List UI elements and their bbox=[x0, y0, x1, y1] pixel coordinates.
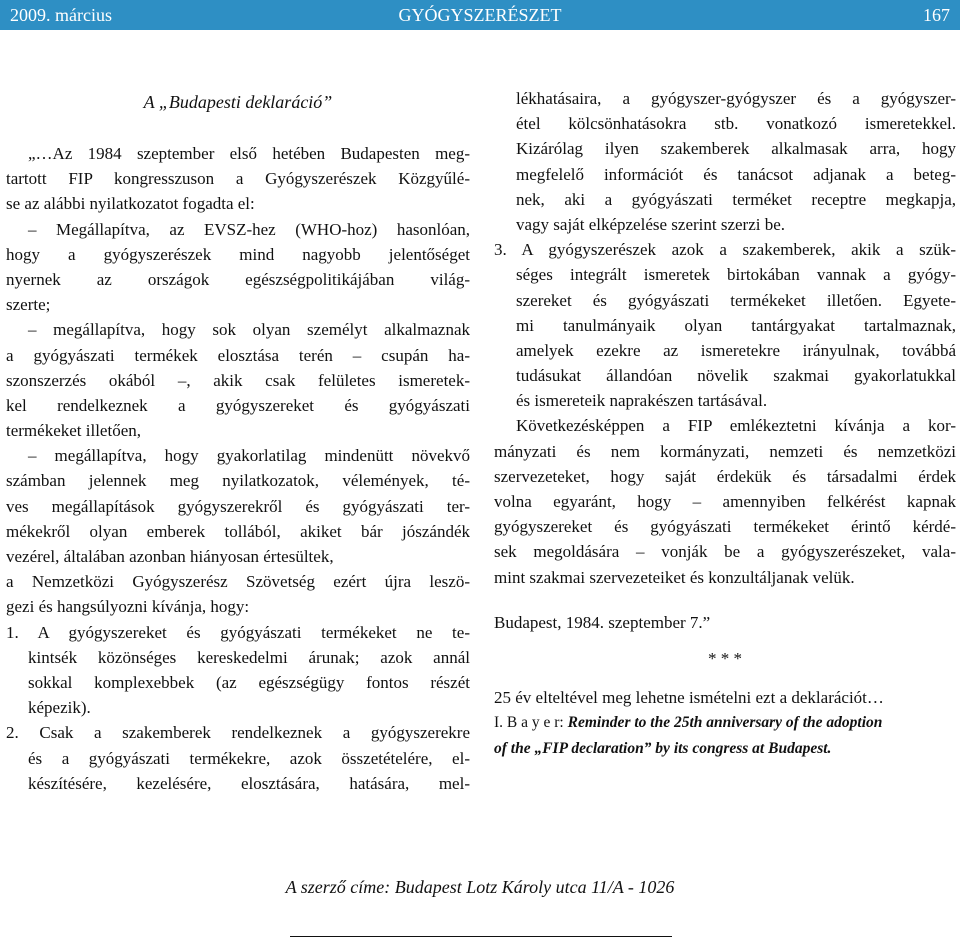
text-line: sokkal komplexebbek (az egészségügy fontos részét bbox=[28, 672, 470, 692]
text-line: mékekről olyan emberek tollából, akiket bár jószándék bbox=[6, 521, 470, 541]
text-line: nyernek az országok egészségpolitikájában világ- bbox=[6, 269, 470, 289]
text-line: sek megoldására – vonják be a gyógyszerészeket, vala- bbox=[494, 542, 956, 562]
article-title: A „Budapesti deklaráció” bbox=[143, 92, 333, 112]
afterword: 25 év elteltével meg lehetne ismételni ezt a deklarációt… bbox=[494, 688, 884, 708]
text-line: és ismereteik naprakészen tartásával. bbox=[516, 391, 768, 411]
text-line: készítésére, kezelésére, elosztására, hatására, mel- bbox=[28, 773, 470, 793]
text-line: kel rendelkeznek a gyógyszereket és gyógyászati bbox=[6, 395, 470, 415]
text-line: vezérel, általában azonban hiányosan értesültek, bbox=[6, 547, 334, 566]
text-line: mint szakmai szervezeteiket és konzultáljanak velük. bbox=[494, 567, 855, 587]
text-line: mányzati és nem kormányzati, nemzeti és nemzetközi bbox=[494, 441, 956, 461]
reference-title-2: of the „FIP declaration” by its congress at Budapest. bbox=[494, 739, 832, 757]
text-line: képezik). bbox=[28, 698, 91, 718]
text-line: ves megállapítások gyógyszerekről és gyógyászati ter- bbox=[6, 496, 470, 516]
reference-author: I. B a y e r: bbox=[494, 714, 564, 732]
text-line: étel kölcsönhatásokra stb. vonatkozó ismeretekkel. bbox=[516, 114, 956, 134]
text-line: – Megállapítva, az EVSZ-hez (WHO-hoz) hasonlóan, bbox=[28, 219, 470, 239]
text-line: számban jelennek meg nyilatkozatok, vélemények, té- bbox=[6, 471, 470, 491]
text-line: vagy saját elképzelése szerint szerzi be. bbox=[516, 214, 786, 234]
text-line: volna egyaránt, hogy – amennyiben felkérést kapnak bbox=[494, 492, 956, 511]
author-address: A szerző címe: Budapest Lotz Károly utca 11/A - 1026 bbox=[285, 877, 675, 897]
text-line: – megállapítva, hogy gyakorlatilag mindenütt növekvő bbox=[28, 446, 470, 466]
text-line: szonszerzés okából –, akik csak felületes ismeretek- bbox=[6, 370, 470, 390]
text-line: 3. A gyógyszerészek azok a szakemberek, akik a szük- bbox=[494, 240, 956, 260]
text-line: – megállapítva, hogy sok olyan személyt alkalmaznak bbox=[28, 320, 470, 340]
text-line: nek, aki a gyógyászati terméket receptre megkapja, bbox=[516, 189, 956, 209]
right-column-text bbox=[494, 86, 956, 590]
footer-rule bbox=[290, 936, 672, 937]
text-line: tartott FIP kongresszuson a Gyógyszerészek Közgyűlé- bbox=[6, 169, 470, 189]
text-line: mi tanulmányaik olyan tantárgyakat tartalmaznak, bbox=[516, 315, 956, 335]
text-line: „…Az 1984 szeptember első hetében Budapesten meg- bbox=[28, 144, 470, 163]
text-line: termékeket illetően, bbox=[6, 421, 141, 441]
section-separator: * * * bbox=[708, 648, 742, 668]
issue-date: 2009. március bbox=[10, 5, 112, 25]
text-line: a Nemzetközi Gyógyszerész Szövetség ezért újra leszö- bbox=[6, 572, 470, 592]
text-line: megfelelő információt és tanácsot adjanak a beteg- bbox=[516, 164, 956, 184]
text-line: Következésképpen a FIP emlékeztetni kívánja a kor- bbox=[516, 416, 956, 436]
text-line: és a gyógyászati termékekre, azok összetételére, el- bbox=[28, 748, 470, 768]
text-line: szervezeteket, hogy saját érdekük és társadalmi érdek bbox=[494, 466, 956, 486]
text-line: a gyógyászati termékek elosztása terén – csupán ha- bbox=[6, 345, 470, 365]
reference-cont bbox=[494, 736, 956, 761]
right-column bbox=[494, 86, 956, 761]
text-line: szereket és gyógyászati termékeket illetően. Egyete- bbox=[516, 290, 956, 310]
page-header bbox=[0, 0, 960, 30]
left-column bbox=[6, 141, 470, 796]
text-line: se az alábbi nyilatkozatot fogadta el: bbox=[6, 194, 255, 214]
reference bbox=[494, 710, 956, 735]
text-line: tudásukat állandóan növelik szakmai gyakorlatukkal bbox=[516, 366, 956, 386]
signoff: Budapest, 1984. szeptember 7.” bbox=[494, 612, 711, 632]
text-line: Kizárólag ilyen szakemberek alkalmasak arra, hogy bbox=[516, 139, 956, 159]
text-line: séges integrált ismeretek birtokában vannak a gyógy- bbox=[516, 265, 956, 285]
reference-title: Reminder to the 25th anniversary of the adoption bbox=[567, 714, 883, 732]
text-line: kintsék közönséges kereskedelmi árunak; azok annál bbox=[28, 647, 470, 667]
text-line: gezi és hangsúlyozni kívánja, hogy: bbox=[6, 597, 250, 617]
journal-name: GYÓGYSZERÉSZET bbox=[398, 5, 562, 25]
text-line: 2. Csak a szakemberek rendelkeznek a gyógyszerekre bbox=[6, 723, 470, 743]
text-line: szerte; bbox=[6, 295, 51, 315]
text-line: hogy a gyógyszerészek mind nagyobb jelentőséget bbox=[6, 244, 470, 264]
text-line: gyógyszereket és gyógyászati termékeket érintő kérdé- bbox=[494, 517, 956, 537]
text-line: amelyek ezekre az ismeretekre irányulnak, továbbá bbox=[516, 340, 956, 360]
page-number: 167 bbox=[923, 5, 950, 25]
text-line: 1. A gyógyszereket és gyógyászati termékeket ne te- bbox=[6, 622, 470, 642]
text-line: lékhatásaira, a gyógyszer-gyógyszer és a gyógyszer- bbox=[516, 89, 956, 108]
